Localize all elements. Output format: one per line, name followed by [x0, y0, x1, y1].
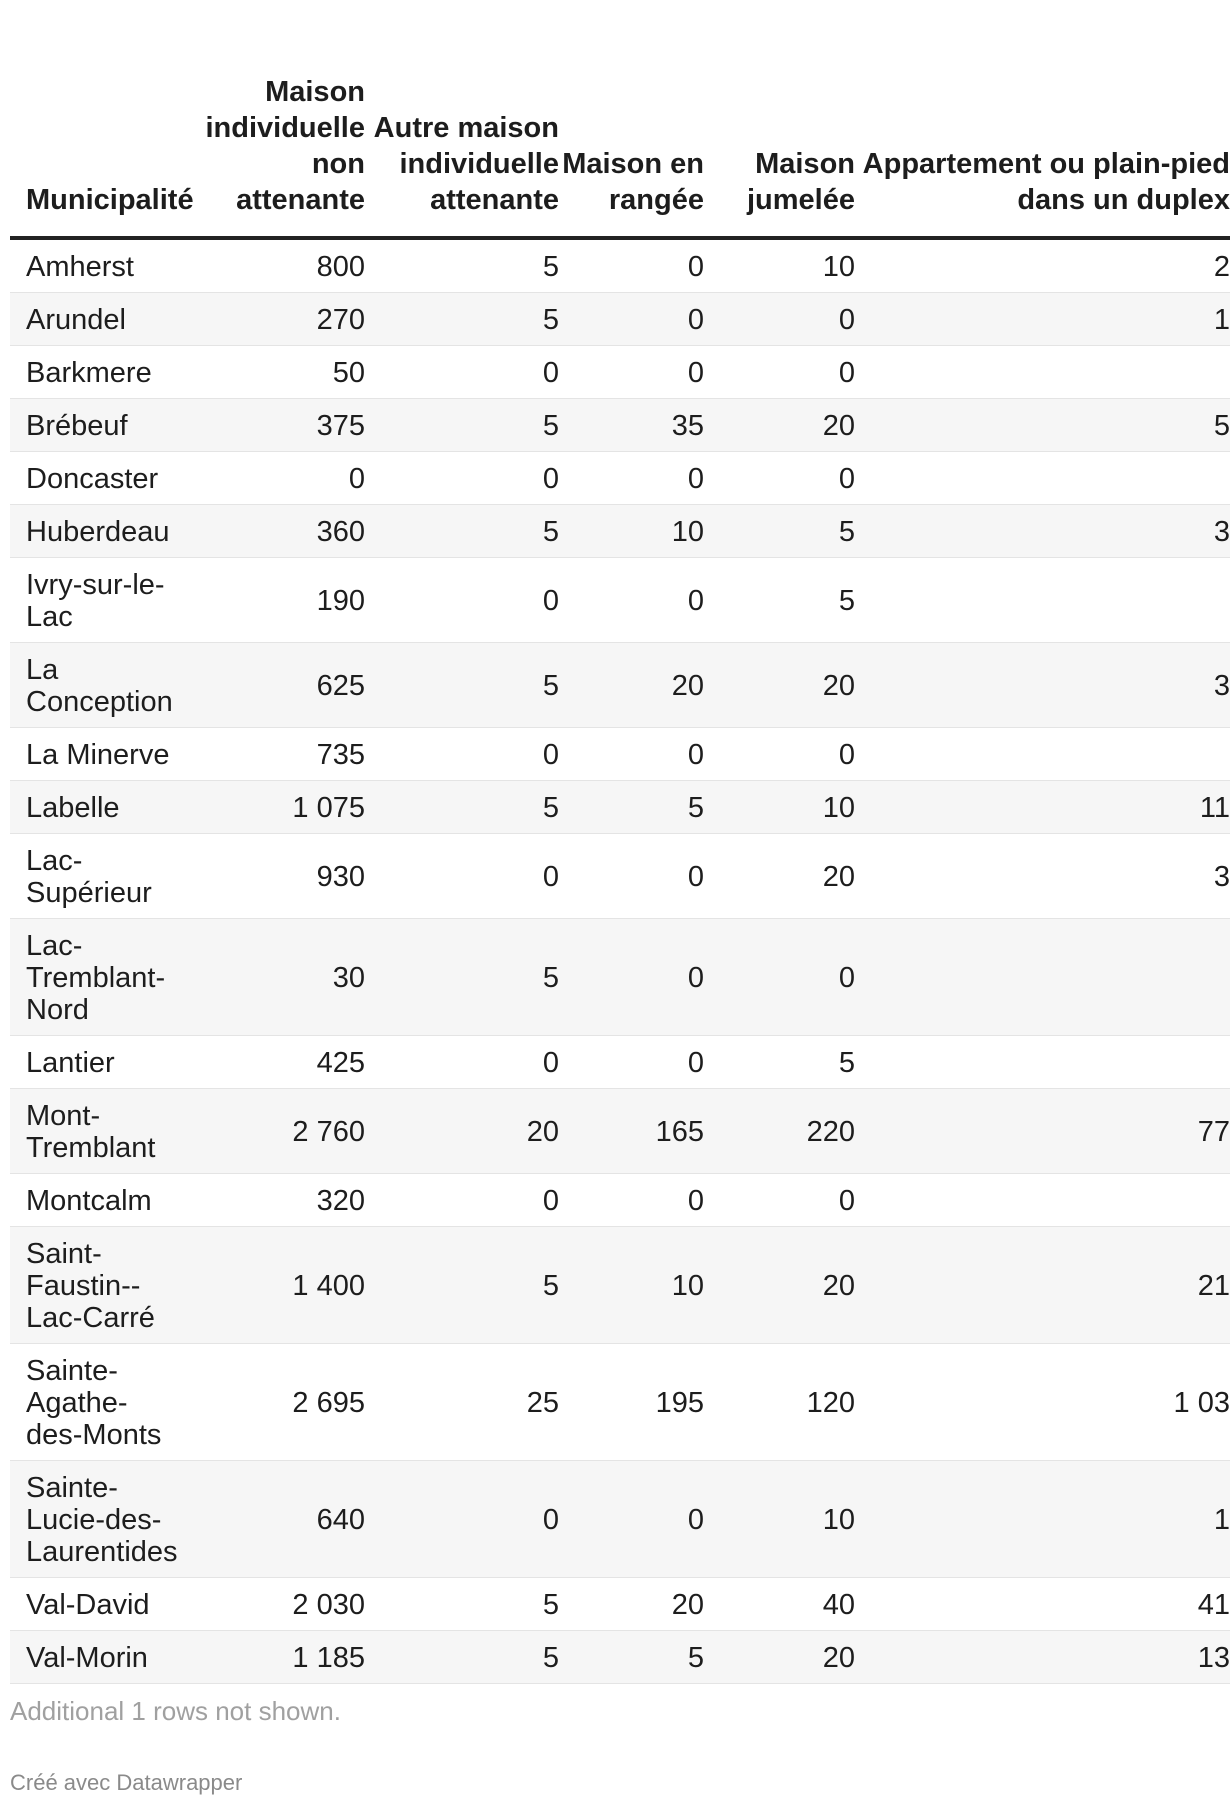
value-cell: 0: [365, 834, 559, 919]
value-cell: 10: [559, 1227, 704, 1344]
value-cell: 0: [180, 452, 365, 505]
value-cell: 20: [704, 1631, 855, 1684]
value-cell: 0: [559, 1174, 704, 1227]
value-cell: 2 760: [180, 1089, 365, 1174]
table-row: [10, 1227, 1230, 1344]
column-header: Autre maison individuelle attenante: [365, 74, 559, 238]
column-header: Maison individuelle non attenante: [180, 74, 365, 238]
table-row: [10, 1578, 1230, 1631]
value-cell: 360: [180, 505, 365, 558]
table-row: [10, 1089, 1230, 1174]
value-cell: 10: [559, 505, 704, 558]
value-cell: 0: [559, 346, 704, 399]
value-cell: 5: [365, 293, 559, 346]
value-cell: 0: [559, 1461, 704, 1578]
value-cell: 50: [180, 346, 365, 399]
table-row: [10, 558, 1230, 643]
value-cell: 25: [365, 1344, 559, 1461]
value-cell: 1: [855, 293, 1230, 346]
table-notes: Additional 1 rows not shown.: [10, 1696, 341, 1726]
value-cell: 5: [365, 919, 559, 1036]
value-cell: 165: [559, 1089, 704, 1174]
value-cell: 20: [559, 1578, 704, 1631]
value-cell: 195: [559, 1344, 704, 1461]
table-row: [10, 1344, 1230, 1461]
value-cell: 1 075: [180, 781, 365, 834]
value-cell: 120: [704, 1344, 855, 1461]
value-cell: 5: [365, 1631, 559, 1684]
value-cell: 0: [365, 452, 559, 505]
table-row: [10, 1174, 1230, 1227]
value-cell: 0: [559, 728, 704, 781]
value-cell: 5: [559, 1631, 704, 1684]
value-cell: 640: [180, 1461, 365, 1578]
value-cell: 5: [855, 399, 1230, 452]
value-cell: 0: [559, 919, 704, 1036]
value-cell: 5: [365, 238, 559, 293]
municipality-cell: La Minerve: [10, 728, 180, 781]
value-cell: 0: [365, 1036, 559, 1089]
value-cell: 0: [365, 728, 559, 781]
municipality-cell: Doncaster: [10, 452, 180, 505]
value-cell: 1: [855, 1461, 1230, 1578]
value-cell: 1 03: [855, 1344, 1230, 1461]
column-header: Municipalité: [10, 74, 180, 238]
value-cell: 0: [704, 452, 855, 505]
municipality-cell: La Conception: [10, 643, 180, 728]
municipality-cell: Saint-Faustin--Lac-Carré: [10, 1227, 180, 1344]
value-cell: [855, 919, 1230, 1036]
value-cell: 0: [704, 728, 855, 781]
data-table: [10, 74, 1230, 1684]
municipality-cell: Lac-Tremblant-Nord: [10, 919, 180, 1036]
value-cell: 930: [180, 834, 365, 919]
value-cell: 0: [704, 919, 855, 1036]
municipality-cell: Val-Morin: [10, 1631, 180, 1684]
table-row: [10, 452, 1230, 505]
value-cell: 20: [704, 399, 855, 452]
value-cell: 35: [559, 399, 704, 452]
value-cell: 20: [365, 1089, 559, 1174]
value-cell: 1 185: [180, 1631, 365, 1684]
value-cell: 21: [855, 1227, 1230, 1344]
value-cell: 40: [704, 1578, 855, 1631]
value-cell: 0: [559, 558, 704, 643]
value-cell: 0: [365, 1461, 559, 1578]
value-cell: 190: [180, 558, 365, 643]
value-cell: [855, 1174, 1230, 1227]
table-row: [10, 238, 1230, 293]
municipality-cell: Sainte-Agathe-des-Monts: [10, 1344, 180, 1461]
value-cell: 1 400: [180, 1227, 365, 1344]
municipality-cell: Sainte-Lucie-des-Laurentides: [10, 1461, 180, 1578]
value-cell: 800: [180, 238, 365, 293]
municipality-cell: Ivry-sur-le-Lac: [10, 558, 180, 643]
value-cell: [855, 728, 1230, 781]
value-cell: 5: [365, 505, 559, 558]
value-cell: 735: [180, 728, 365, 781]
value-cell: 0: [365, 1174, 559, 1227]
table-row: [10, 781, 1230, 834]
value-cell: 3: [855, 505, 1230, 558]
value-cell: 220: [704, 1089, 855, 1174]
municipality-cell: Arundel: [10, 293, 180, 346]
municipality-cell: Labelle: [10, 781, 180, 834]
value-cell: 20: [704, 1227, 855, 1344]
value-cell: 0: [704, 293, 855, 346]
value-cell: 270: [180, 293, 365, 346]
value-cell: 0: [559, 293, 704, 346]
value-cell: 41: [855, 1578, 1230, 1631]
value-cell: 5: [365, 781, 559, 834]
value-cell: 0: [365, 558, 559, 643]
table-row: [10, 643, 1230, 728]
header-row: [10, 74, 1230, 238]
value-cell: 625: [180, 643, 365, 728]
table-body: [10, 238, 1230, 1684]
value-cell: 375: [180, 399, 365, 452]
value-cell: 0: [559, 238, 704, 293]
table-row: [10, 1461, 1230, 1578]
column-header: Maison jumelée: [704, 74, 855, 238]
value-cell: 13: [855, 1631, 1230, 1684]
value-cell: 5: [365, 399, 559, 452]
value-cell: 5: [365, 1578, 559, 1631]
value-cell: 5: [704, 558, 855, 643]
value-cell: [855, 1036, 1230, 1089]
table-row: [10, 1631, 1230, 1684]
value-cell: 5: [559, 781, 704, 834]
value-cell: [855, 346, 1230, 399]
municipality-cell: Lac-Supérieur: [10, 834, 180, 919]
value-cell: 5: [704, 505, 855, 558]
value-cell: 0: [365, 346, 559, 399]
value-cell: 0: [704, 346, 855, 399]
value-cell: [855, 558, 1230, 643]
municipality-cell: Brébeuf: [10, 399, 180, 452]
value-cell: 5: [365, 643, 559, 728]
value-cell: 30: [180, 919, 365, 1036]
municipality-cell: Huberdeau: [10, 505, 180, 558]
value-cell: 5: [365, 1227, 559, 1344]
value-cell: [855, 452, 1230, 505]
table-row: [10, 505, 1230, 558]
value-cell: 3: [855, 643, 1230, 728]
credit-link[interactable]: Créé avec Datawrapper: [10, 1770, 243, 1795]
municipality-cell: Montcalm: [10, 1174, 180, 1227]
value-cell: 10: [704, 781, 855, 834]
value-cell: 5: [704, 1036, 855, 1089]
municipality-cell: Barkmere: [10, 346, 180, 399]
municipality-cell: Val-David: [10, 1578, 180, 1631]
value-cell: 11: [855, 781, 1230, 834]
table-header: [10, 74, 1230, 238]
value-cell: 320: [180, 1174, 365, 1227]
value-cell: 3: [855, 834, 1230, 919]
value-cell: 425: [180, 1036, 365, 1089]
value-cell: 10: [704, 1461, 855, 1578]
municipality-cell: Lantier: [10, 1036, 180, 1089]
table-row: [10, 293, 1230, 346]
value-cell: 20: [559, 643, 704, 728]
value-cell: 0: [559, 1036, 704, 1089]
value-cell: 77: [855, 1089, 1230, 1174]
value-cell: 20: [704, 834, 855, 919]
table-row: [10, 728, 1230, 781]
column-header: Appartement ou plain-pied dans un duplex: [855, 74, 1230, 238]
municipality-cell: Mont-Tremblant: [10, 1089, 180, 1174]
table-row: [10, 834, 1230, 919]
table-row: [10, 1036, 1230, 1089]
table-row: [10, 399, 1230, 452]
table-row: [10, 919, 1230, 1036]
table-container: [10, 0, 1230, 1690]
table-row: [10, 346, 1230, 399]
column-header: Maison en rangée: [559, 74, 704, 238]
value-cell: 2 695: [180, 1344, 365, 1461]
value-cell: 2: [855, 238, 1230, 293]
value-cell: 2 030: [180, 1578, 365, 1631]
value-cell: 0: [559, 452, 704, 505]
value-cell: 0: [704, 1174, 855, 1227]
value-cell: 0: [559, 834, 704, 919]
municipality-cell: Amherst: [10, 238, 180, 293]
value-cell: 10: [704, 238, 855, 293]
value-cell: 20: [704, 643, 855, 728]
